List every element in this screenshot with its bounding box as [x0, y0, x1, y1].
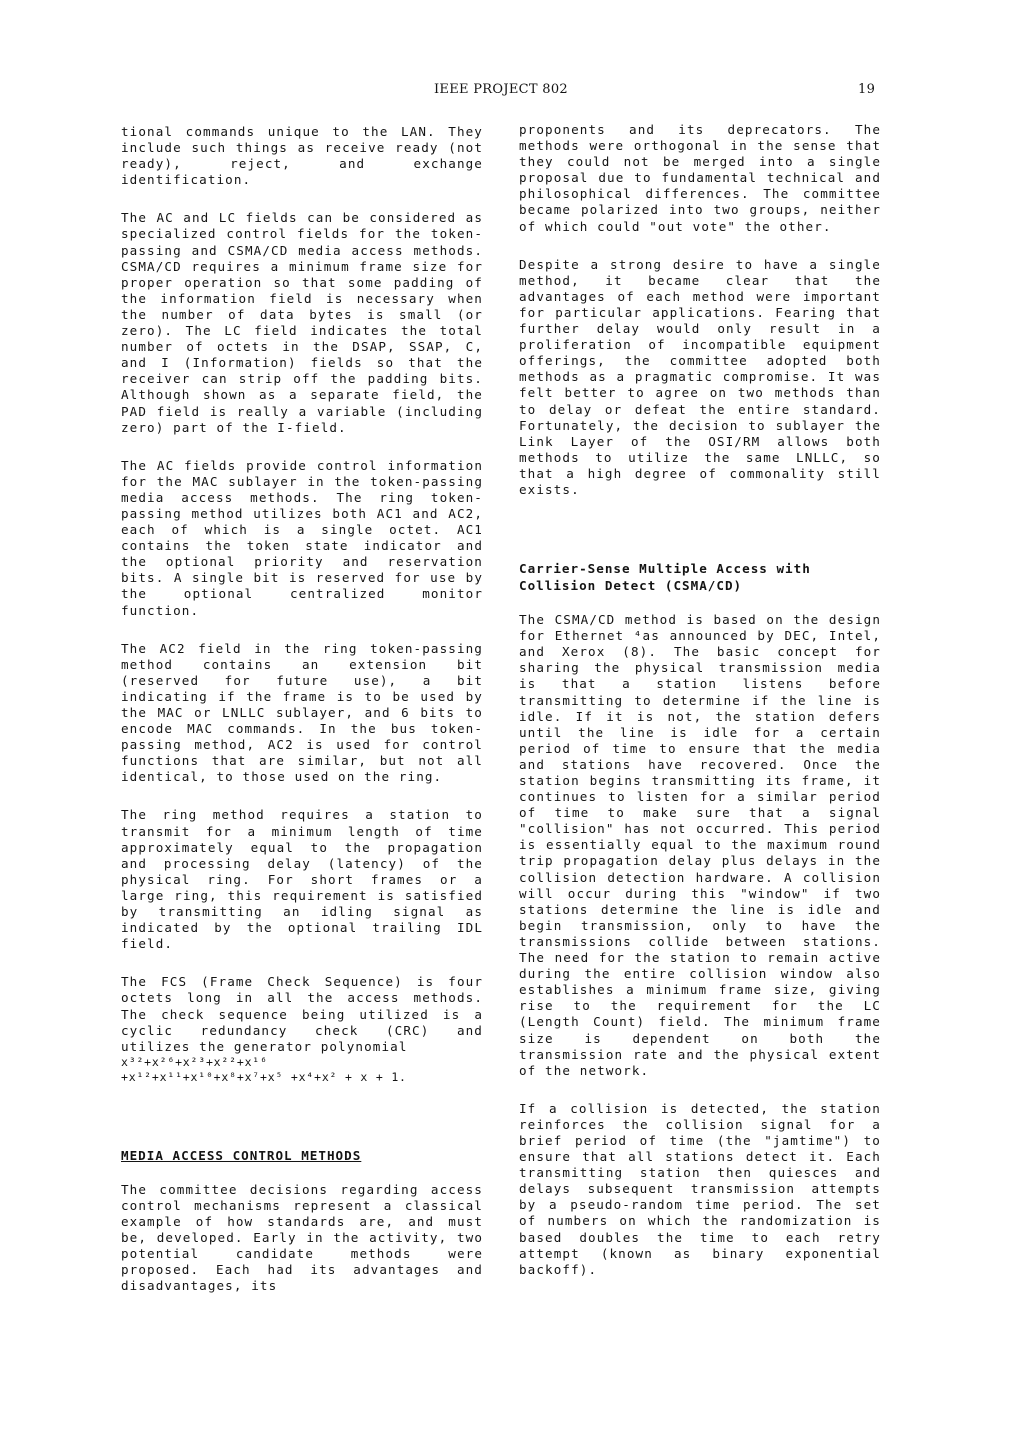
paragraph-collision-detected: If a collision is detected, the station reinforces the collision signal for a brief period of time (the "jamtime") to ensure that all stations detect it. Each transmitting station then quiesces and delays subsequent transmission attempts by a pseudo-random time period. The set of numbers on which the randomization is based doubles the time to each retry attempt (known as binary exponential backoff). — [519, 1100, 881, 1277]
right-column — [519, 122, 881, 1300]
running-title: IEEE PROJECT 802 — [434, 82, 568, 97]
paragraph-csma-cd-method: The CSMA/CD method is based on the design for Ethernet ⁴as announced by DEC, Intel, and Xerox (8). The basic concept for sharing the physical transmission media is that a station listens before transmitting to determine if the line is idle. If it is not, the station defers until the line is idle for a certain period of time to ensure that the media and stations have recovered. Once the station begins transmitting its frame, it continues to listen for a similar period of time to make sure that a signal "collision" has not occurred. This period is essentially equal to the maximum round trip propagation delay plus delays in the collision detection hardware. A collision will occur during this "window" if two stations determine the line is idle and begin transmission, only to have the transmissions collide between stations. The need for the station to remain active during the entire collision window also establishes a minimum frame size, giving rise to the requirement for the LC (Length Count) field. The minimum frame size is dependent on both the transmission rate and the physical extent of the network. — [519, 612, 881, 1078]
paragraph-ac-fields: The AC fields provide control information for the MAC sublayer in the token-passing media access methods. The ring token-passing method utilizes both AC1 and AC2, each of which is a single octet. AC1 contains the token state indicator and the optional priority and reservation bits. A single bit is reserved for use by the optional centralized monitor function. — [121, 457, 483, 618]
polynomial-line-1: x³²+x²⁶+x²³+x²²+x¹⁶ — [121, 1054, 268, 1069]
paragraph-ac-lc-fields: The AC and LC fields can be considered as specialized control fields for the token-passing and CSMA/CD media access methods. CSMA/CD requires a minimum frame size for proper operation so that some padding of the information field is necessary when the number of data bytes is small (or zero). The LC field indicates the total number of octets in the DSAP, SSAP, C, and I (Information) fields so that the receiver can strip off the padding bits. Although shown as a separate field, the PAD field is really a variable (including zero) part of the I-field. — [121, 210, 483, 435]
paragraph-ac2-field: The AC2 field in the ring token-passing method contains an extension bit (reserved for future use), a bit indicating if the frame is to be used by the MAC or LNLLC sublayer, and 6 bits to encode MAC commands. In the bus token-passing method, AC2 is used for control functions that are similar, but not all identical, to those used on the ring. — [121, 640, 483, 785]
page-number: 19 — [858, 82, 876, 97]
paragraph-despite: Despite a strong desire to have a single method, it became clear that the advantages of each method were important for particular applications. Fearing that further delay would only result in a proliferation of incompatible equipment offerings, the committee adopted both methods as a pragmatic compromise. It was felt better to agree on two methods than to delay or defeat the entire standard. Fortunately, the decision to sublayer the Link Layer of the OSI/RM allows both methods to utilize the same LNLLC, so that a high degree of commonality still exists. — [519, 256, 881, 497]
page-header — [0, 82, 1024, 104]
paragraph-fcs: The FCS (Frame Check Sequence) is four octets long in all the access methods. The check sequence being utilized is a cyclic redundancy check (CRC) and utilizes the generator polynomial — [121, 974, 483, 1054]
paragraph-committee-decisions: The committee decisions regarding access control mechanisms represent a classical example of how standards are, and must be, developed. Early in the activity, two potential candidate methods were proposed. Each had its advantages and disadvantages, its — [121, 1181, 483, 1294]
paragraph-ring-method: The ring method requires a station to transmit for a minimum length of time approximately equal to the propagation and processing delay (latency) of the physical ring. For short frames or a large ring, this requirement is satisfied by transmitting an idling signal as indicated by the optional trailing IDL field. — [121, 807, 483, 952]
section-heading-csma-cd: Carrier-Sense Multiple Access with Collision Detect (CSMA/CD) — [519, 561, 811, 594]
section-heading-media-access: MEDIA ACCESS CONTROL METHODS — [121, 1147, 362, 1163]
paragraph-proponents: proponents and its deprecators. The methods were orthogonal in the sense that they could not be merged into a single proposal due to fundamental technical and philosophical differences. The committee became polarized into two groups, neither of which could "out vote" the other. — [519, 122, 881, 234]
generator-polynomial — [121, 1055, 483, 1085]
polynomial-line-2: +x¹²+x¹¹+x¹⁰+x⁸+x⁷+x⁵ +x⁴+x² + x + 1. — [121, 1069, 407, 1084]
paragraph-commands: tional commands unique to the LAN. They include such things as receive ready (not ready), reject, and exchange identification. — [121, 124, 483, 188]
left-column — [121, 124, 483, 1316]
